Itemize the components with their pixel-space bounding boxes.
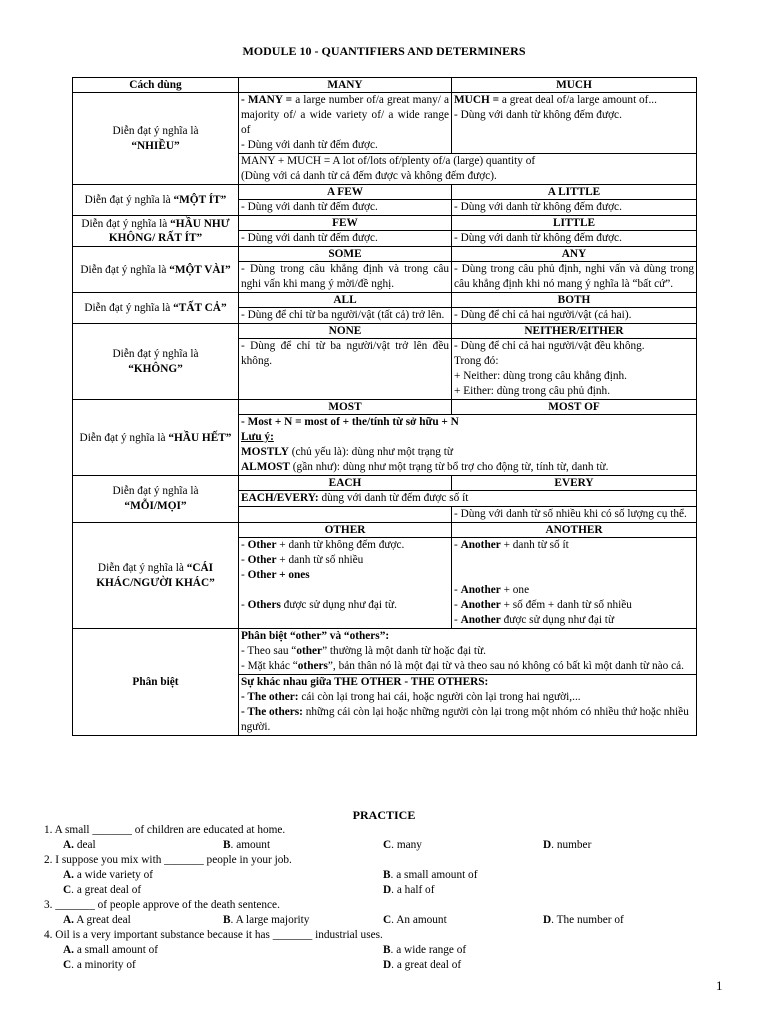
cell-many-much-combined: MANY + MUCH = A lot of/lots of/plenty of/a (large) quantity of (Dùng với cả danh từ cả đếm được và không đếm được). <box>239 154 697 185</box>
cell-another: - Another + danh từ số ít - Another + one - Another + số đếm + danh từ số nhiều - Another được sử dụng như đại từ <box>452 538 697 629</box>
header-most: MOST <box>239 400 452 415</box>
header-a-little: A LITTLE <box>452 185 697 200</box>
cell-each-every: EACH/EVERY: dùng với danh từ đếm được số ít <box>239 491 697 507</box>
question-stem: 4. Oil is a very important substance because it has _______ industrial uses. <box>44 929 383 941</box>
practice-title: PRACTICE <box>352 808 416 822</box>
cell-any: - Dùng trong câu phủ định, nghi vấn và dùng trong câu khẳng định khi nó mang ý nghĩa là “bất cứ”. <box>452 262 697 293</box>
header-each: EACH <box>239 476 452 491</box>
option-a: A. a wide variety of <box>63 869 154 881</box>
use-none: Diễn đạt ý nghĩa là “KHÔNG” <box>73 324 239 400</box>
header-both: BOTH <box>452 293 697 308</box>
use-a-few: Diễn đạt ý nghĩa là “MỘT ÍT” <box>73 185 239 216</box>
cell-distinguish-other-others: Phân biệt “other” và “others”: - Theo sau “other” thường là một danh từ hoặc đại từ. - Mặt khác “others”, bản thân nó là một đại từ và theo sau nó không có bất kì một danh từ nào cả. <box>239 629 697 675</box>
header-some: SOME <box>239 247 452 262</box>
table-row-distinguish-1 <box>73 629 697 675</box>
cell-most: - Most + N = most of + the/tính từ sở hữu + N Lưu ý: MOSTLY (chủ yếu là): dùng như một trạng từ ALMOST (gần như): dùng như một trạng từ bổ trợ cho động từ, tính từ, danh từ. <box>239 415 697 476</box>
option-c: C. many <box>383 839 422 851</box>
cell-none: - Dùng để chỉ từ ba người/vật trở lên đều không. <box>239 339 452 400</box>
use-distinguish: Phân biệt <box>73 629 239 736</box>
use-few: Diễn đạt ý nghĩa là “HẦU NHƯ KHÔNG/ RẤT ÍT” <box>73 216 239 247</box>
page-number: 1 <box>716 978 723 993</box>
use-all: Diễn đạt ý nghĩa là “TẤT CẢ” <box>73 293 239 324</box>
option-b: B. A large majority <box>223 914 310 926</box>
header-many: MANY <box>239 78 452 93</box>
option-c: C. a minority of <box>63 959 136 971</box>
cell-every: - Dùng với danh từ số nhiều khi có số lượng cụ thể. <box>452 507 697 523</box>
option-c: C. a great deal of <box>63 884 142 896</box>
question-options <box>44 958 724 973</box>
table-row-other-header <box>73 523 697 538</box>
option-a: A. deal <box>63 839 96 851</box>
header-little: LITTLE <box>452 216 697 231</box>
table-row-all-header <box>73 293 697 308</box>
header-any: ANY <box>452 247 697 262</box>
question-stem: 2. I suppose you mix with _______ people in your job. <box>44 854 292 866</box>
question-options <box>44 913 724 928</box>
use-some: Diễn đạt ý nghĩa là “MỘT VÀI” <box>73 247 239 293</box>
use-many-much: Diễn đạt ý nghĩa là “NHIỀU” <box>73 93 239 185</box>
table-row-most-header <box>73 400 697 415</box>
table-row-few-header <box>73 216 697 231</box>
grammar-table <box>72 77 697 736</box>
table-header-row <box>73 78 697 93</box>
question-options <box>44 868 724 883</box>
cell-few: - Dùng với danh từ đếm được. <box>239 231 452 247</box>
option-d: D. The number of <box>543 914 624 926</box>
table-row-a-few-header <box>73 185 697 200</box>
cell-much: MUCH = a great deal of/a large amount of... - Dùng với danh từ không đếm được. <box>452 93 697 154</box>
table-row-none-header <box>73 324 697 339</box>
cell-all: - Dùng để chỉ từ ba người/vật (tất cả) trở lên. <box>239 308 452 324</box>
table-row-each-header <box>73 476 697 491</box>
cell-little: - Dùng với danh từ không đếm được. <box>452 231 697 247</box>
option-b: B. a small amount of <box>383 869 478 881</box>
header-none: NONE <box>239 324 452 339</box>
practice-list <box>44 823 724 973</box>
option-b: B. amount <box>223 839 271 851</box>
option-d: D. a half of <box>383 884 435 896</box>
question-stem: 1. A small _______ of children are educated at home. <box>44 824 286 836</box>
header-all: ALL <box>239 293 452 308</box>
question-options <box>44 838 724 853</box>
option-b: B. a wide range of <box>383 944 467 956</box>
cell-both: - Dùng để chỉ cả hai người/vật (cả hai). <box>452 308 697 324</box>
header-few: FEW <box>239 216 452 231</box>
cell-a-few: - Dùng với danh từ đếm được. <box>239 200 452 216</box>
cell-a-little: - Dùng với danh từ không đếm được. <box>452 200 697 216</box>
header-other: OTHER <box>239 523 452 538</box>
option-d: D. number <box>543 839 592 851</box>
cell-each-empty <box>239 507 452 523</box>
header-most-of: MOST OF <box>452 400 697 415</box>
cell-distinguish-the-other: Sự khác nhau giữa THE OTHER - THE OTHERS: - The other: cái còn lại trong hai cái, hoặc người còn lại trong hai người,... - The others: những cái còn lại hoặc những người còn lại trong một nhóm có nhiều thứ hoặc nhiều người. <box>239 675 697 736</box>
use-other: Diễn đạt ý nghĩa là “CÁI KHÁC/NGƯỜI KHÁC” <box>73 523 239 629</box>
option-d: D. a great deal of <box>383 959 462 971</box>
cell-neither-either: - Dùng để chỉ cả hai người/vật đều không. Trong đó: + Neither: dùng trong câu khẳng định. + Either: dùng trong câu phủ định. <box>452 339 697 400</box>
header-every: EVERY <box>452 476 697 491</box>
use-each: Diễn đạt ý nghĩa là “MỖI/MỌI” <box>73 476 239 523</box>
table-row-some-header <box>73 247 697 262</box>
table-row-many-much <box>73 93 697 154</box>
header-use: Cách dùng <box>73 78 239 93</box>
cell-other: - Other + danh từ không đếm được. - Other + danh từ số nhiều - Other + ones - Others được sử dụng như đại từ. <box>239 538 452 629</box>
cell-many: - MANY = a large number of/a great many/ a majority of/ a wide variety of/ a wide range of - Dùng với danh từ đếm được. <box>239 93 452 154</box>
header-a-few: A FEW <box>239 185 452 200</box>
header-neither-either: NEITHER/EITHER <box>452 324 697 339</box>
question-stem: 3. _______ of people approve of the death sentence. <box>44 899 280 911</box>
option-a: A. A great deal <box>63 914 131 926</box>
header-another: ANOTHER <box>452 523 697 538</box>
use-most: Diễn đạt ý nghĩa là “HẦU HẾT” <box>73 400 239 476</box>
option-a: A. a small amount of <box>63 944 159 956</box>
cell-some: - Dùng trong câu khẳng định và trong câu nghi vấn khi mang ý mời/đề nghị. <box>239 262 452 293</box>
question-options <box>44 883 724 898</box>
header-much: MUCH <box>452 78 697 93</box>
question-options <box>44 943 724 958</box>
page-title: MODULE 10 - QUANTIFIERS AND DETERMINERS <box>242 44 526 58</box>
option-c: C. An amount <box>383 914 447 926</box>
